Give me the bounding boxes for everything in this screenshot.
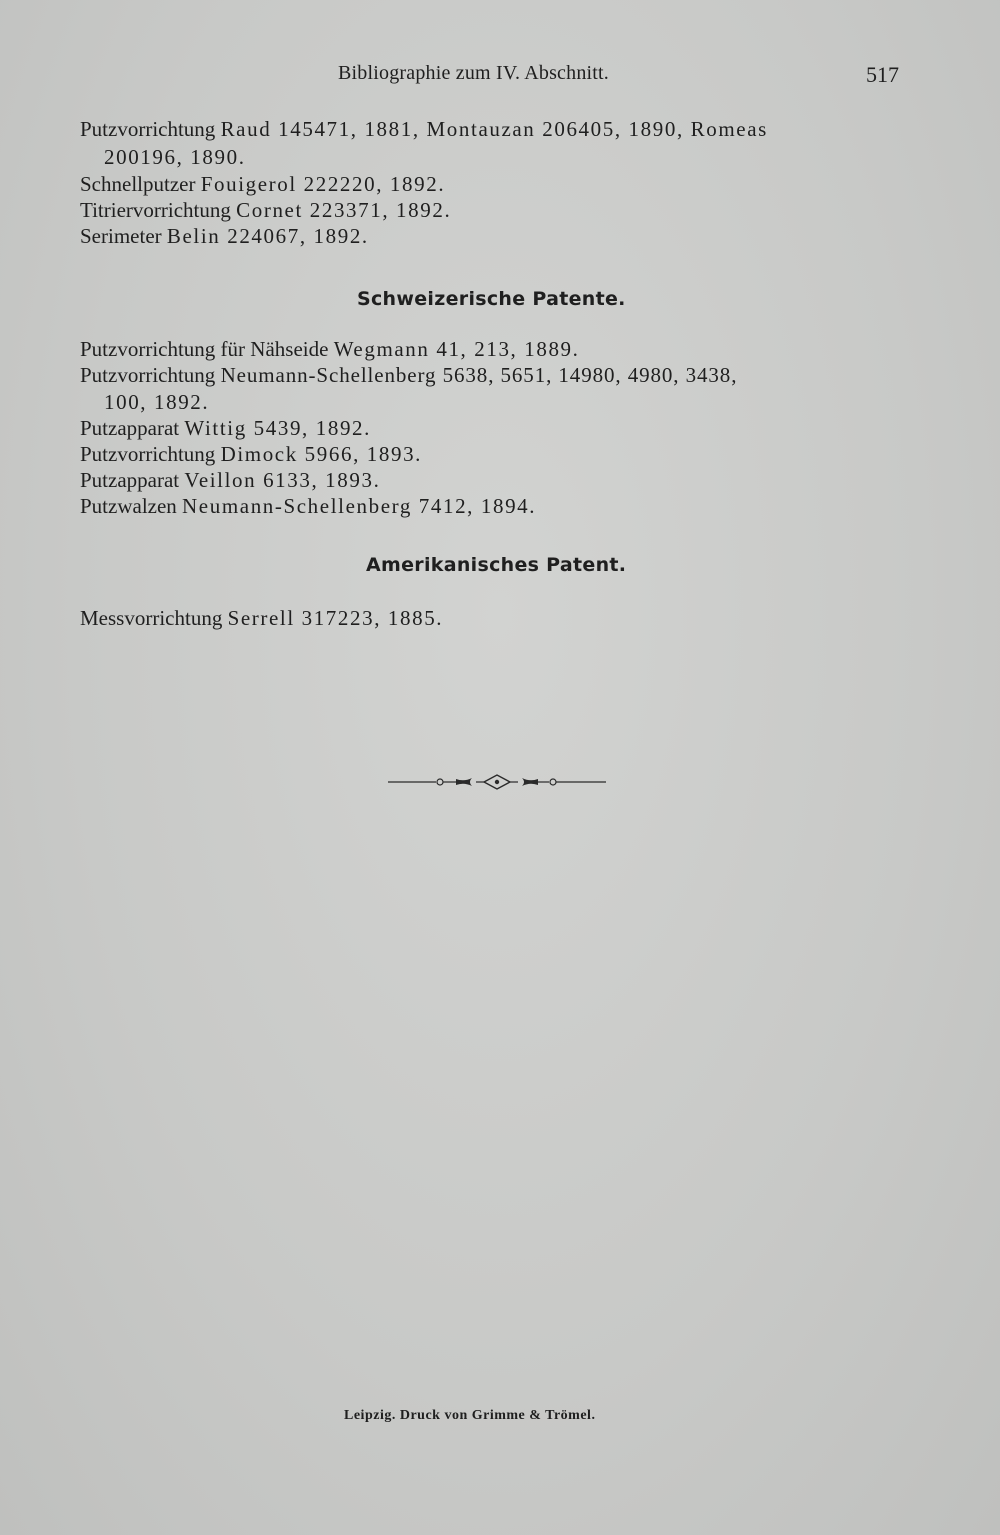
running-head — [0, 62, 1000, 92]
entry-term: Messvorrichtung — [80, 606, 223, 630]
entry-details: Belin 224067, 1892. — [166, 224, 369, 248]
page-number: 517 — [866, 62, 899, 87]
entry-term: Putzvorrichtung — [80, 442, 216, 466]
patent-entry — [80, 336, 580, 362]
entry-details: Wittig 5439, 1892. — [184, 416, 371, 440]
section-heading-swiss: Schweizerische Patente. — [357, 288, 626, 310]
entry-term: Putzvorrichtung — [80, 363, 216, 387]
entry-term: Titriervorrichtung — [80, 198, 231, 222]
patent-entry — [80, 441, 422, 467]
entry-details: Raud 145471, 1881, Montauzan 206405, 1890, Romeas — [220, 117, 768, 141]
entry-details: Neumann-Schellenberg 5638, 5651, 14980, 4980, 3438, — [220, 363, 738, 387]
patent-entry — [80, 362, 737, 388]
entry-term: Putzwalzen — [80, 494, 177, 518]
patent-entry — [80, 415, 371, 441]
entry-term: Putzvorrichtung — [80, 117, 216, 141]
entry-term: Serimeter — [80, 224, 162, 248]
decorative-rule-icon — [388, 770, 606, 794]
section-heading-american: Amerikanisches Patent. — [366, 554, 627, 576]
entry-details: Fouigerol 222220, 1892. — [200, 172, 446, 196]
entry-details: Veillon 6133, 1893. — [184, 468, 381, 492]
entry-term: Putzvorrichtung für Nähseide — [80, 337, 329, 361]
patent-entry — [80, 605, 443, 631]
patent-entry — [80, 116, 768, 142]
running-title: Bibliographie zum IV. Abschnitt. — [338, 62, 610, 84]
entry-details: Dimock 5966, 1893. — [220, 442, 423, 466]
entry-details: Serrell 317223, 1885. — [227, 606, 444, 630]
patent-entry — [80, 493, 536, 519]
entry-details: Wegmann 41, 213, 1889. — [333, 337, 580, 361]
patent-entry — [80, 223, 369, 249]
patent-entry — [80, 197, 451, 223]
entry-term: Putzapparat — [80, 468, 180, 492]
entry-details: Neumann-Schellenberg 7412, 1894. — [182, 494, 537, 518]
printer-imprint: Leipzig. Druck von Grimme & Trömel. — [344, 1408, 596, 1423]
patent-entry — [80, 467, 380, 493]
entry-term: Putzapparat — [80, 416, 180, 440]
patent-entry — [80, 171, 445, 197]
patent-entry-continuation: 200196, 1890. — [104, 145, 246, 169]
patent-entry-continuation: 100, 1892. — [104, 390, 210, 414]
entry-details: Cornet 223371, 1892. — [236, 198, 452, 222]
entry-term: Schnellputzer — [80, 172, 196, 196]
